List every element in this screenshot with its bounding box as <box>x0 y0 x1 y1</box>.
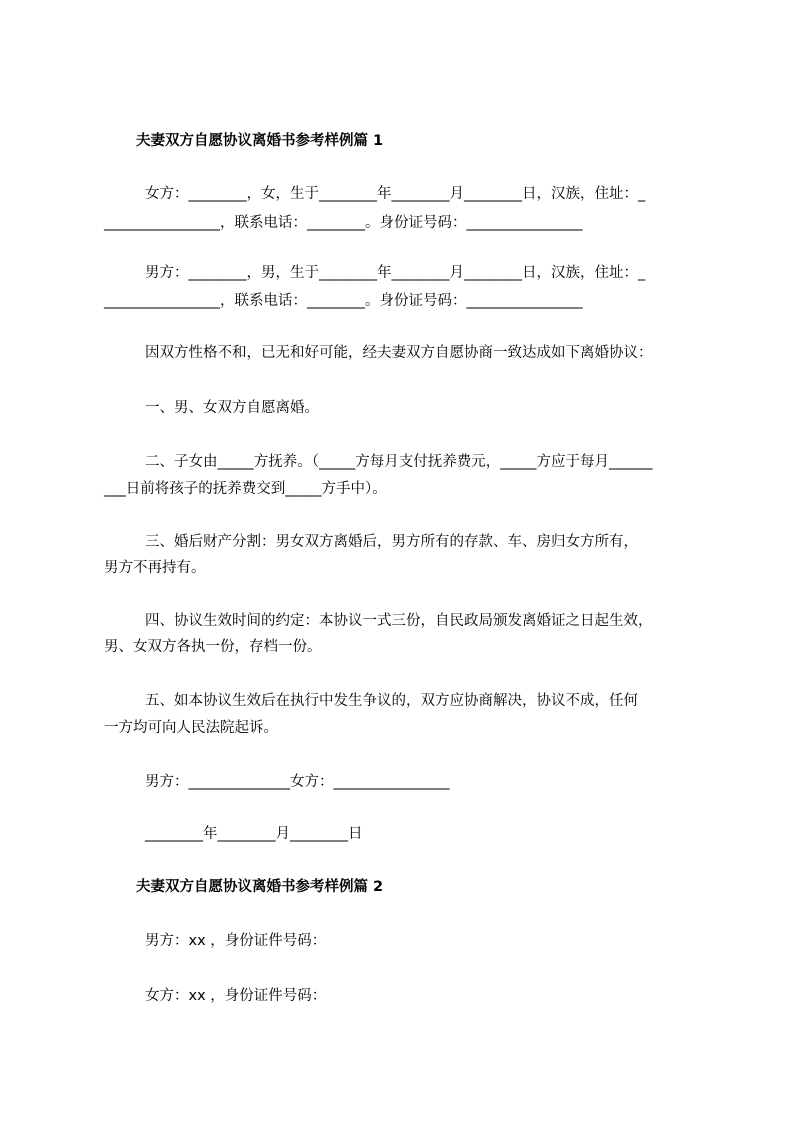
wife-info-line2: ________________，联系电话：________。身份证号码：________________ <box>104 215 583 231</box>
section1-title: 夫妻双方自愿协议离婚书参考样例篇 1 <box>136 133 384 149</box>
wife-info-line1: 女方：________，女，生于________年________月________日，汉族，住址：_ <box>145 186 646 202</box>
clause-2-line1: 二、子女由_____方抚养。（_____方每月支付抚养费元，_____方应于每月______ <box>145 454 653 470</box>
date-line: ________年________月________日 <box>145 826 363 842</box>
clause-1: 一、男、女双方自愿离婚。 <box>145 400 319 416</box>
section2-title: 夫妻双方自愿协议离婚书参考样例篇 2 <box>136 879 384 895</box>
clause-5-line1: 五、如本协议生效后在执行中发生争议的，双方应协商解决，协议不成，任何 <box>145 693 638 709</box>
section2-wife: 女方：xx ，身份证件号码： <box>145 988 327 1004</box>
clause-2-line2: ___日前将孩子的抚养费交到_____方手中）。 <box>104 481 387 497</box>
signature-line: 男方：______________女方：________________ <box>145 774 450 790</box>
clause-3-line1: 三、婚后财产分割：男女双方离婚后，男方所有的存款、车、房归女方所有， <box>145 534 638 550</box>
clause-4-line1: 四、协议生效时间的约定：本协议一式三份，自民政局颁发离婚证之日起生效， <box>145 613 653 629</box>
husband-info-line1: 男方：________，男，生于________年________月________日，汉族，住址：_ <box>145 265 646 281</box>
section2-husband: 男方：xx ，身份证件号码： <box>145 933 327 949</box>
clause-5-line2: 一方均可向人民法院起诉。 <box>104 720 278 736</box>
clause-4-line2: 男、女双方各执一份，存档一份。 <box>104 639 322 655</box>
agreement-intro: 因双方性格不和，已无和好可能，经夫妻双方自愿协商一致达成如下离婚协议： <box>145 345 653 361</box>
husband-info-line2: ________________，联系电话：________。身份证号码：________________ <box>104 293 583 309</box>
clause-3-line2: 男方不再持有。 <box>104 560 206 576</box>
